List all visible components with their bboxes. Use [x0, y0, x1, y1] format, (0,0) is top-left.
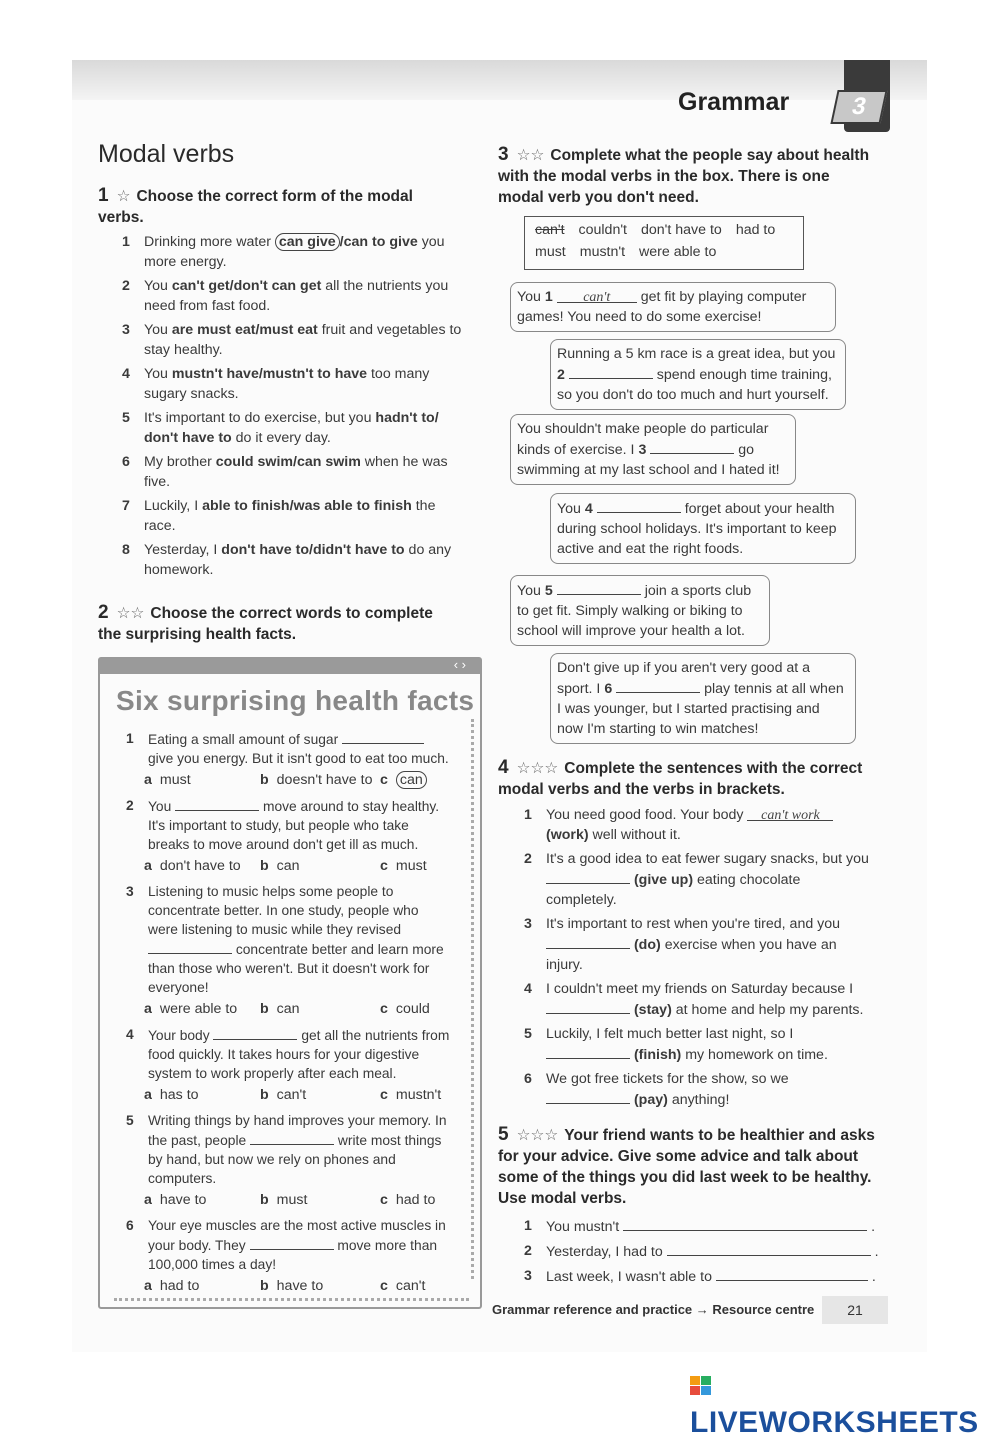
logo-icon	[690, 1374, 712, 1402]
exercise-number: 1	[98, 185, 109, 206]
choice-option[interactable]: able to finish/was able to finish	[202, 498, 412, 514]
exercise-4-heading	[498, 757, 882, 800]
list-item: 5 Luckily, I felt much better last night, so I (finish) my homework on time.	[524, 1026, 828, 1063]
exercise-5-items	[524, 1216, 884, 1291]
difficulty-stars: ☆	[116, 188, 131, 205]
answer-blank[interactable]	[213, 1025, 297, 1040]
answer-blank[interactable]	[623, 1216, 867, 1231]
option-a[interactable]: a must	[144, 772, 191, 788]
answer-blank[interactable]	[557, 580, 641, 595]
difficulty-stars: ☆☆☆	[516, 760, 559, 777]
difficulty-stars: ☆☆	[116, 605, 145, 622]
option-a[interactable]: a were able to	[144, 1001, 238, 1017]
option-a[interactable]: a have to	[144, 1192, 207, 1208]
panel-title: Six surprising health facts	[116, 685, 475, 716]
answer-blank[interactable]: can't	[557, 288, 637, 303]
speech-bubble: You shouldn't make people do particular kinds of exercise. I 3 go swimming at my last school and I hated it!	[510, 414, 796, 485]
choice-option[interactable]: hadn't to/ don't have to	[144, 410, 439, 446]
list-item: 2 You can't get/don't can get all the nutrients you need from fast food.	[122, 278, 449, 314]
option-b[interactable]: b have to	[260, 1278, 324, 1294]
list-item: 4 Your body get all the nutrients from food quickly. It takes hours for your digestive system to work properly after each meal. a has to b can't c mustn't	[126, 1027, 450, 1103]
speech-bubble: You 1 can't get fit by playing computer games! You need to do some exercise!	[510, 282, 836, 332]
option-b[interactable]: b can	[260, 1001, 300, 1017]
option-a[interactable]: a don't have to	[144, 858, 241, 874]
choice-option[interactable]: are must eat/must eat	[171, 322, 318, 338]
page-number: 21	[822, 1296, 888, 1324]
list-item: 3 Last week, I wasn't able to .	[524, 1268, 876, 1285]
word-box	[524, 216, 804, 270]
speech-bubble: Running a 5 km race is a great idea, but you 2 spend enough time training, so you don't do too much and hurt yourself.	[550, 339, 846, 410]
exercise-number: 2	[98, 602, 109, 623]
difficulty-stars: ☆☆	[516, 147, 545, 164]
choice-option[interactable]: can't get/don't can get	[171, 278, 322, 294]
dotted-border	[471, 719, 474, 1279]
answer-blank[interactable]	[569, 364, 653, 379]
answer-blank[interactable]	[716, 1266, 868, 1281]
answer-blank[interactable]	[616, 678, 700, 693]
exercise-instruction: Choose the correct words to complete the surprising health facts.	[98, 605, 433, 643]
list-item: 4 I couldn't meet my friends on Saturday because I (stay) at home and help my parents.	[524, 981, 864, 1018]
list-item: 3 Listening to music helps some people to concentrate better. In one study, people who were listening to music while they revised concentrate better and learn more than those who weren't. But it doesn't work for everyone! a were able to b can c could	[126, 884, 444, 1017]
list-item: 5 Writing things by hand improves your memory. In the past, people write most things by hand, but now we rely on phones and computers. a have to b must c had to	[126, 1113, 447, 1208]
nav-arrows-icon: ‹ ›	[453, 657, 466, 672]
footer-reference: Grammar reference and practice → Resource centre	[492, 1302, 815, 1317]
choice-option[interactable]: can to give	[343, 234, 418, 250]
option-c[interactable]: c can't	[380, 1278, 426, 1294]
exercise-number: 5	[498, 1124, 509, 1145]
exercise-number: 4	[498, 757, 509, 778]
speech-bubble: You 4 forget about your health during school holidays. It's important to keep active and eat the right foods.	[550, 493, 856, 564]
worksheet-page	[72, 60, 927, 1352]
difficulty-stars: ☆☆☆	[516, 1127, 559, 1144]
option-b[interactable]: b must	[260, 1192, 308, 1208]
exercise-instruction: Your friend wants to be healthier and asks for your advice. Give some advice and talk about some of the things you did last week to be healthy. Use modal verbs.	[498, 1127, 875, 1207]
option-a[interactable]: a has to	[144, 1087, 199, 1103]
option-a[interactable]: a had to	[144, 1278, 200, 1294]
list-item: 2 You move around to stay healthy. It's important to study, but people who take breaks to move around don't get ill as much. a don't have to b can c must	[126, 798, 440, 874]
option-b[interactable]: b can't	[260, 1087, 307, 1103]
exercise-5-heading	[498, 1124, 882, 1209]
list-item: 7 Luckily, I able to finish/was able to finish the race.	[122, 498, 436, 534]
answer-blank[interactable]	[597, 498, 681, 513]
facts-list	[126, 729, 451, 1302]
unit-number: 3	[830, 90, 887, 124]
answer-blank[interactable]	[546, 1089, 630, 1104]
list-item: 3 It's important to rest when you're tired, and you (do) exercise when you have an injury.	[524, 916, 841, 973]
word-box-row: can't couldn't don't have to had to	[535, 222, 776, 238]
health-facts-panel	[98, 657, 482, 1309]
choice-option[interactable]: mustn't have/mustn't to have	[171, 366, 368, 382]
list-item: 2 It's a good idea to eat fewer sugary snacks, but you (give up) eating chocolate completely.	[524, 851, 869, 908]
page-title: Modal verbs	[98, 140, 235, 168]
answer-blank[interactable]	[667, 1241, 871, 1256]
speech-bubble: Don't give up if you aren't very good at a sport. I 6 play tennis at all when I was younger, but I started practising and now I'm starting to win matches!	[550, 653, 856, 744]
list-item: 8 Yesterday, I don't have to/didn't have to do any homework.	[122, 542, 452, 578]
exercise-1-heading	[98, 185, 458, 228]
list-item: 3 You are must eat/must eat fruit and vegetables to stay healthy.	[122, 322, 462, 358]
choice-option[interactable]: can give	[275, 233, 340, 251]
panel-header-bar	[100, 659, 480, 674]
list-item: 6 We got free tickets for the show, so we (pay) anything!	[524, 1071, 789, 1108]
answer-blank[interactable]	[546, 1044, 630, 1059]
list-item: 2 Yesterday, I had to .	[524, 1243, 879, 1260]
answer-blank[interactable]	[342, 729, 424, 744]
choice-option[interactable]: don't have to/didn't have to	[221, 542, 405, 558]
scan-shadow	[72, 60, 927, 100]
list-item: 4 You mustn't have/mustn't to have too many sugary snacks.	[122, 366, 430, 402]
option-b[interactable]: b can	[260, 858, 300, 874]
option-c[interactable]: c can	[380, 771, 427, 790]
exercise-instruction: Complete what the people say about health with the modal verbs in the box. There is one modal verb you don't need.	[498, 147, 870, 206]
exercise-instruction: Choose the correct form of the modal verbs.	[98, 188, 413, 226]
speech-bubble: You 5 join a sports club to get fit. Simply walking or biking to school will improve your health a lot.	[510, 575, 770, 646]
liveworksheets-logo: LIVEWORKSHEETS	[690, 1372, 999, 1440]
choice-option[interactable]: could swim/can swim	[215, 454, 361, 470]
list-item: 1 Drinking more water can give /can to give you more energy.	[122, 234, 445, 270]
answer-blank[interactable]: can't work	[747, 806, 833, 821]
list-item: 1 Eating a small amount of sugar give you energy. But it isn't good to eat too much. a must b doesn't have to c can	[126, 731, 449, 788]
exercise-4-items	[524, 805, 874, 1114]
exercise-number: 3	[498, 144, 509, 165]
option-c[interactable]: c must	[380, 858, 427, 874]
section-header-title: Grammar	[678, 88, 790, 116]
option-c[interactable]: c could	[380, 1001, 430, 1017]
list-item: 1 You need good food. Your body can't work (work) well without it.	[524, 805, 874, 845]
option-c[interactable]: c mustn't	[380, 1087, 442, 1103]
answer-blank[interactable]	[175, 796, 259, 811]
exercise-3-heading	[498, 144, 870, 208]
option-c[interactable]: c had to	[380, 1192, 436, 1208]
exercise-2-heading	[98, 602, 458, 645]
answer-blank[interactable]	[546, 934, 630, 949]
list-item: 6 Your eye muscles are the most active muscles in your body. They move more than 100,000 times a day! a had to b have to c can't	[126, 1218, 446, 1294]
option-b[interactable]: b doesn't have to	[260, 772, 373, 788]
answer-blank[interactable]	[546, 999, 630, 1014]
list-item: 6 My brother could swim/can swim when he was five.	[122, 454, 448, 490]
exercise-1-items	[122, 232, 467, 584]
answer-blank[interactable]	[650, 439, 734, 454]
answer-blank[interactable]	[148, 939, 232, 954]
answer-blank[interactable]	[546, 869, 630, 884]
answer-blank[interactable]	[250, 1235, 334, 1250]
list-item: 5 It's important to do exercise, but you hadn't to/ don't have to do it every day.	[122, 410, 439, 446]
exercise-instruction: Complete the sentences with the correct modal verbs and the verbs in brackets.	[498, 760, 863, 798]
answer-blank[interactable]	[250, 1130, 334, 1145]
list-item: 1 You mustn't .	[524, 1218, 876, 1235]
word-box-row: must mustn't were able to	[535, 244, 717, 260]
